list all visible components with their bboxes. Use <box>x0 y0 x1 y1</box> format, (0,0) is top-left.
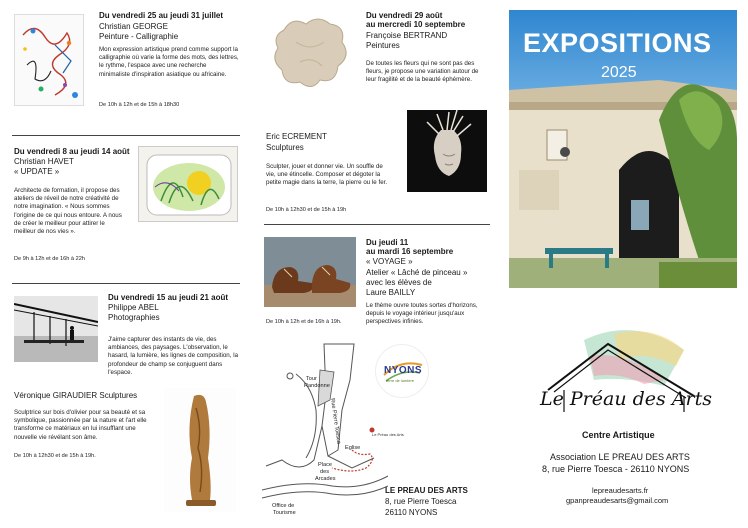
havet-painting-image <box>138 146 238 222</box>
havet-artist: Christian HAVET <box>14 157 74 166</box>
address-city: 26110 NYONS <box>385 508 438 517</box>
voyage-hours: De 10h à 12h et de 16h à 19h. <box>266 319 342 325</box>
map-label-preau: Le Préau des Arts <box>372 432 404 437</box>
abel-dates: Du vendredi 15 au jeudi 21 août <box>108 293 229 302</box>
divider <box>264 224 490 225</box>
giraudier-heading: Véronique GIRAUDIER Sculptures <box>14 391 138 400</box>
ecrement-hours: De 10h à 12h30 et de 15h à 19h <box>266 207 347 213</box>
map-label-street: Rue Pierre Toesca <box>329 398 342 445</box>
map-label-randonne: Randonne <box>304 383 330 389</box>
voyage-atelier-1: Atelier « Lâché de pinceau » <box>366 268 468 277</box>
ecrement-sculpture-image <box>407 110 487 192</box>
map-label-place-1: Place <box>318 462 332 468</box>
voyage-text: Le thème ouvre toutes sortes d'horizons, depuis le voyage intérieur jusqu'aux perspectives infinies. <box>366 302 478 326</box>
address-street: 8, rue Pierre Toesca <box>385 497 457 506</box>
havet-dates: Du vendredi 8 au jeudi 14 août <box>14 147 130 156</box>
voyage-dates-2: au mardi 16 septembre <box>366 247 454 256</box>
divider <box>12 283 240 284</box>
abel-artist: Philippe ABEL <box>108 303 159 312</box>
bertrand-dates-2: au mercredi 10 septembre <box>366 20 466 29</box>
abel-text: J'aime capturer des instants de vie, des ambiances, des paysages. L'observation, le hasard, la lumière, les lignes de composition, la profondeur de champ se conjuguent dans l'espace. <box>108 336 239 376</box>
havet-title: « UPDATE » <box>14 167 60 176</box>
assoc-name: Association LE PREAU DES ARTS <box>550 452 690 462</box>
bertrand-dates-1: Du vendredi 29 août <box>366 11 443 20</box>
george-hours: De 10h à 12h et de 15h à 18h30 <box>99 102 180 108</box>
voyage-atelier-2: avec les élèves de <box>366 278 432 287</box>
centre-subtitle: Centre Artistique <box>582 430 655 440</box>
map-label-place-3: Arcades <box>315 476 336 482</box>
george-calligraphy-image <box>14 14 84 106</box>
george-dates: Du vendredi 25 au jeudi 31 juillet <box>99 11 224 20</box>
voyage-dates-1: Du jeudi 11 <box>366 238 409 247</box>
address-name: LE PREAU DES ARTS <box>385 486 468 495</box>
preau-logo-text: Le Préau des Arts <box>540 388 713 410</box>
bertrand-text: De toutes les fleurs qui ne sont pas des fleurs, je propose une variation autour de leur fragilité et de la beauté éphémère. <box>366 60 479 84</box>
cover-photo <box>509 10 737 288</box>
location-map <box>262 340 388 518</box>
george-medium: Peinture - Calligraphie <box>99 32 179 41</box>
map-label-office-2: Tourisme <box>273 510 296 516</box>
cover-year: 2025 <box>601 64 637 81</box>
ecrement-artist: Eric ECREMENT <box>266 132 327 141</box>
george-text: Mon expression artistique prend comme support la calligraphie où varie la forme des mots, des lettres, le rythme, l'espace avec une recherche minimaliste d'inspiration asiatique ou africaine. <box>99 46 239 78</box>
abel-medium: Photographies <box>108 313 160 322</box>
map-label-tour: Tour <box>306 376 317 382</box>
ecrement-medium: Sculptures <box>266 143 304 152</box>
map-label-place-2: des <box>320 469 330 475</box>
abel-photo-image <box>14 296 98 362</box>
voyage-painting-image <box>264 237 356 307</box>
giraudier-hours: De 10h à 12h30 et de 15h à 19h. <box>14 453 96 459</box>
assoc-street: 8, rue Pierre Toesca - 26110 NYONS <box>542 464 690 474</box>
nyons-logo-word: NYONS <box>384 365 423 376</box>
website: lepreaudesarts.fr <box>592 486 649 495</box>
nyons-logo <box>375 344 429 398</box>
havet-text: Architecte de formation, il propose des ateliers de réveil de notre créativité de notre imagination. « Nous sommes l'origine de ce qui nous entoure. A nous de créer le meilleur pour attirer le meilleur de nos vies ». <box>14 187 122 236</box>
divider <box>12 135 240 136</box>
bertrand-painting-image <box>266 12 356 92</box>
email: gpanpreaudesarts@gmail.com <box>566 496 669 505</box>
giraudier-sculpture-image <box>164 388 236 512</box>
havet-hours: De 9h à 12h et de 16h à 22h <box>14 256 85 262</box>
map-label-eglise: Eglise <box>345 445 361 451</box>
voyage-atelier-3: Laure BAILLY <box>366 288 416 297</box>
george-artist: Christian GEORGE <box>99 22 168 31</box>
map-label-office-1: Office de <box>272 503 295 509</box>
voyage-title: « VOYAGE » <box>366 257 413 266</box>
nyons-logo-tag: terre de lumière <box>386 378 415 383</box>
ecrement-text: Sculpter, jouer et donner vie. Un souffle de vie, une étincelle. Composer et dégoter la petite magie dans la terre, la pierre ou le fer. <box>266 163 388 187</box>
giraudier-text: Sculptrice sur bois d'olivier pour sa beauté et sa symbolique, passionnée par la nature et l'art elle transforme ce matériaux en lui insufflant une nouvelle vie révélant son âme. <box>14 409 147 441</box>
bertrand-medium: Peintures <box>366 41 400 50</box>
cover-title: EXPOSITIONS <box>523 28 712 58</box>
bertrand-artist: Françoise BERTRAND <box>366 31 448 40</box>
preau-logo <box>534 320 714 416</box>
